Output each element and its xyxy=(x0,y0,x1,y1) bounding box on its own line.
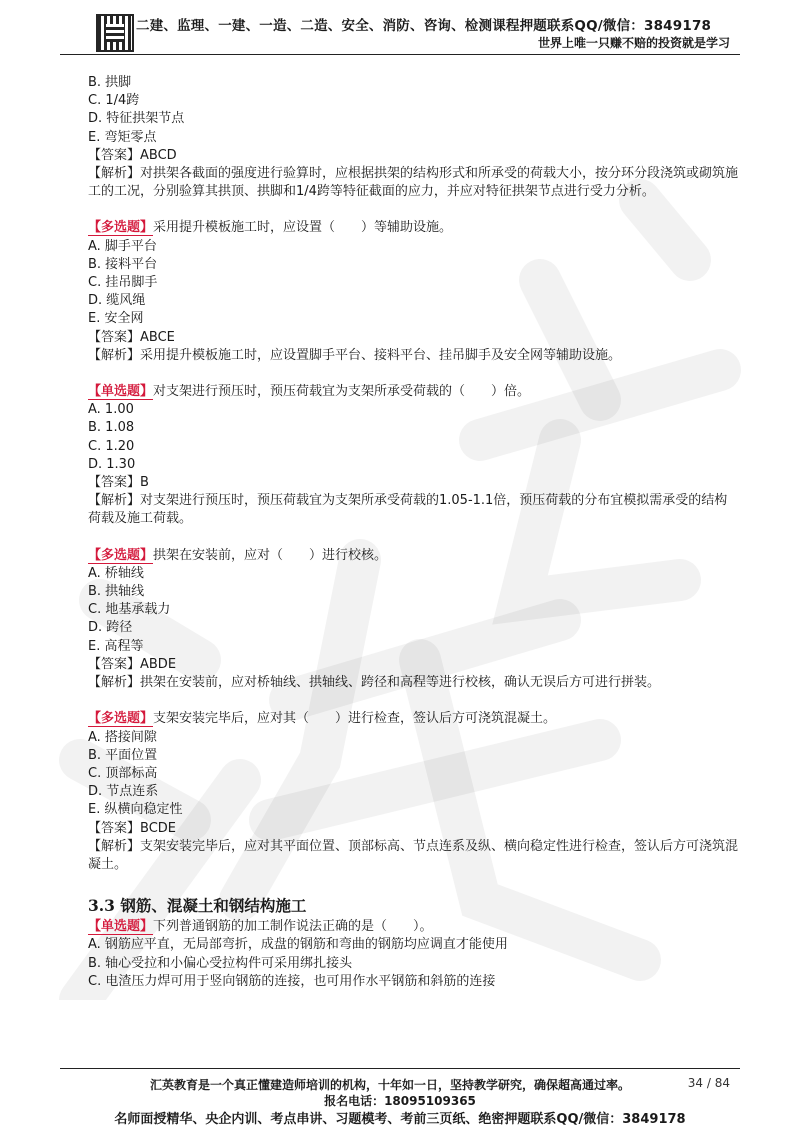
option-line: C. 地基承载力 xyxy=(88,602,171,618)
header-divider xyxy=(60,54,740,55)
page-number: 34 / 84 xyxy=(687,1076,730,1090)
header-contact-line: 二建、监理、一建、一造、二造、安全、消防、咨询、检测课程押题联系QQ/微信：3849178 xyxy=(136,18,712,34)
question-text: 采用提升模板施工时，应设置（ ）等辅助设施。 xyxy=(153,220,453,236)
option-line: A. 桥轴线 xyxy=(88,565,144,581)
option-line: E. 高程等 xyxy=(88,638,144,654)
option-line: 【答案】BCDE xyxy=(88,820,176,836)
question-stem xyxy=(88,710,738,728)
page-header xyxy=(0,0,800,60)
option-line: C. 1/4跨 xyxy=(88,93,140,109)
question-stem xyxy=(88,383,738,401)
option-line: 【答案】B xyxy=(88,475,149,491)
spacer xyxy=(88,692,738,710)
section-heading: 3.3 钢筋、混凝土和钢结构施工 xyxy=(88,896,307,916)
option-line: D. 特征拱架节点 xyxy=(88,111,185,127)
option-line: 【答案】ABCE xyxy=(88,329,175,345)
option-line: D. 缆风绳 xyxy=(88,293,146,309)
option-line: B. 接料平台 xyxy=(88,256,158,272)
question-text: 对支架进行预压时，预压荷载宜为支架所承受荷载的（ ）倍。 xyxy=(153,384,531,400)
explanation-paragraph: 【解析】支架安装完毕后，应对其平面位置、顶部标高、节点连系及纵、横向稳定性进行检查，签认后方可浇筑混凝土。 xyxy=(88,838,739,872)
option-line: B. 拱轴线 xyxy=(88,584,145,600)
footer-slogan: 汇英教育是一个真正懂建造师培训的机构，十年如一日，坚持教学研究，确保超高通过率。 xyxy=(150,1078,631,1092)
option-line: B. 平面位置 xyxy=(88,747,158,763)
explanation-paragraph: 【解析】拱架在安装前，应对桥轴线、拱轴线、跨径和高程等进行校核，确认无误后方可进行拼装。 xyxy=(88,675,661,691)
footer-phone: 报名电话：18095109365 xyxy=(324,1094,476,1108)
spacer xyxy=(88,874,738,888)
option-line: E. 弯矩零点 xyxy=(88,129,157,145)
spacer xyxy=(88,365,738,383)
option-line: B. 拱脚 xyxy=(88,75,132,90)
explanation-paragraph: 【解析】对拱架各截面的强度进行验算时，应根据拱架的结构形式和所承受的荷载大小，按分环分段浇筑或砌筑施工的工况，分别验算其拱顶、拱脚和1/4跨等特征截面的应力，并应对特征拱架节点进行受力分析。 xyxy=(88,166,739,200)
option-line: E. 安全网 xyxy=(88,311,144,327)
option-line: C. 顶部标高 xyxy=(88,765,158,781)
option-line: D. 节点连系 xyxy=(88,784,159,800)
option-line: C. 挂吊脚手 xyxy=(88,275,158,291)
option-line: D. 1.30 xyxy=(88,456,136,472)
question-type-tag: 【单选题】 xyxy=(88,919,154,935)
document-body xyxy=(88,74,738,991)
footer-divider xyxy=(60,1068,740,1069)
explanation-paragraph: 【解析】对支架进行预压时，预压荷载宜为支架所承受荷载的1.05-1.1倍，预压荷载的分布宜模拟需承受的结构荷载及施工荷载。 xyxy=(88,493,728,527)
option-line: C. 电渣压力焊可用于竖向钢筋的连接，也可用作水平钢筋和斜筋的连接 xyxy=(88,973,496,989)
question-type-tag: 【多选题】 xyxy=(88,220,154,236)
option-line: D. 跨径 xyxy=(88,620,133,636)
question-type-tag: 【单选题】 xyxy=(88,384,154,400)
question-stem xyxy=(88,547,738,565)
explanation-paragraph: 【解析】采用提升模板施工时，应设置脚手平台、接料平台、挂吊脚手及安全网等辅助设施。 xyxy=(88,347,622,363)
question-type-tag: 【多选题】 xyxy=(88,711,154,727)
spacer xyxy=(88,529,738,547)
question-text: 下列普通钢筋的加工制作说法正确的是（ ）。 xyxy=(153,919,433,935)
option-line: A. 1.00 xyxy=(88,402,134,418)
option-line: 【答案】ABCD xyxy=(88,147,177,163)
option-line: A. 脚手平台 xyxy=(88,238,157,254)
header-slogan: 世界上唯一只赚不赔的投资就是学习 xyxy=(537,36,730,50)
option-line: B. 轴心受拉和小偏心受拉构件可采用绑扎接头 xyxy=(88,955,353,971)
option-line: A. 搭接间隙 xyxy=(88,729,157,745)
footer-contact-line: 名师面授精华、央企内训、考点串讲、习题模考、考前三页纸、绝密押题联系QQ/微信：3849178 xyxy=(114,1112,686,1127)
option-line: C. 1.20 xyxy=(88,438,135,454)
question-text: 支架安装完毕后，应对其（ ）进行检查，签认后方可浇筑混凝土。 xyxy=(153,711,557,727)
question-type-tag: 【多选题】 xyxy=(88,547,154,563)
question-stem xyxy=(88,219,738,237)
option-line: A. 钢筋应平直，无局部弯折，成盘的钢筋和弯曲的钢筋均应调直才能使用 xyxy=(88,937,508,953)
option-line: E. 纵横向稳定性 xyxy=(88,802,183,818)
question-stem xyxy=(88,918,738,936)
option-line: B. 1.08 xyxy=(88,420,135,436)
option-line: 【答案】ABDE xyxy=(88,656,177,672)
question-text: 拱架在安装前，应对（ ）进行校核。 xyxy=(153,547,388,563)
spacer xyxy=(88,201,738,219)
qr-code-icon xyxy=(96,14,134,52)
